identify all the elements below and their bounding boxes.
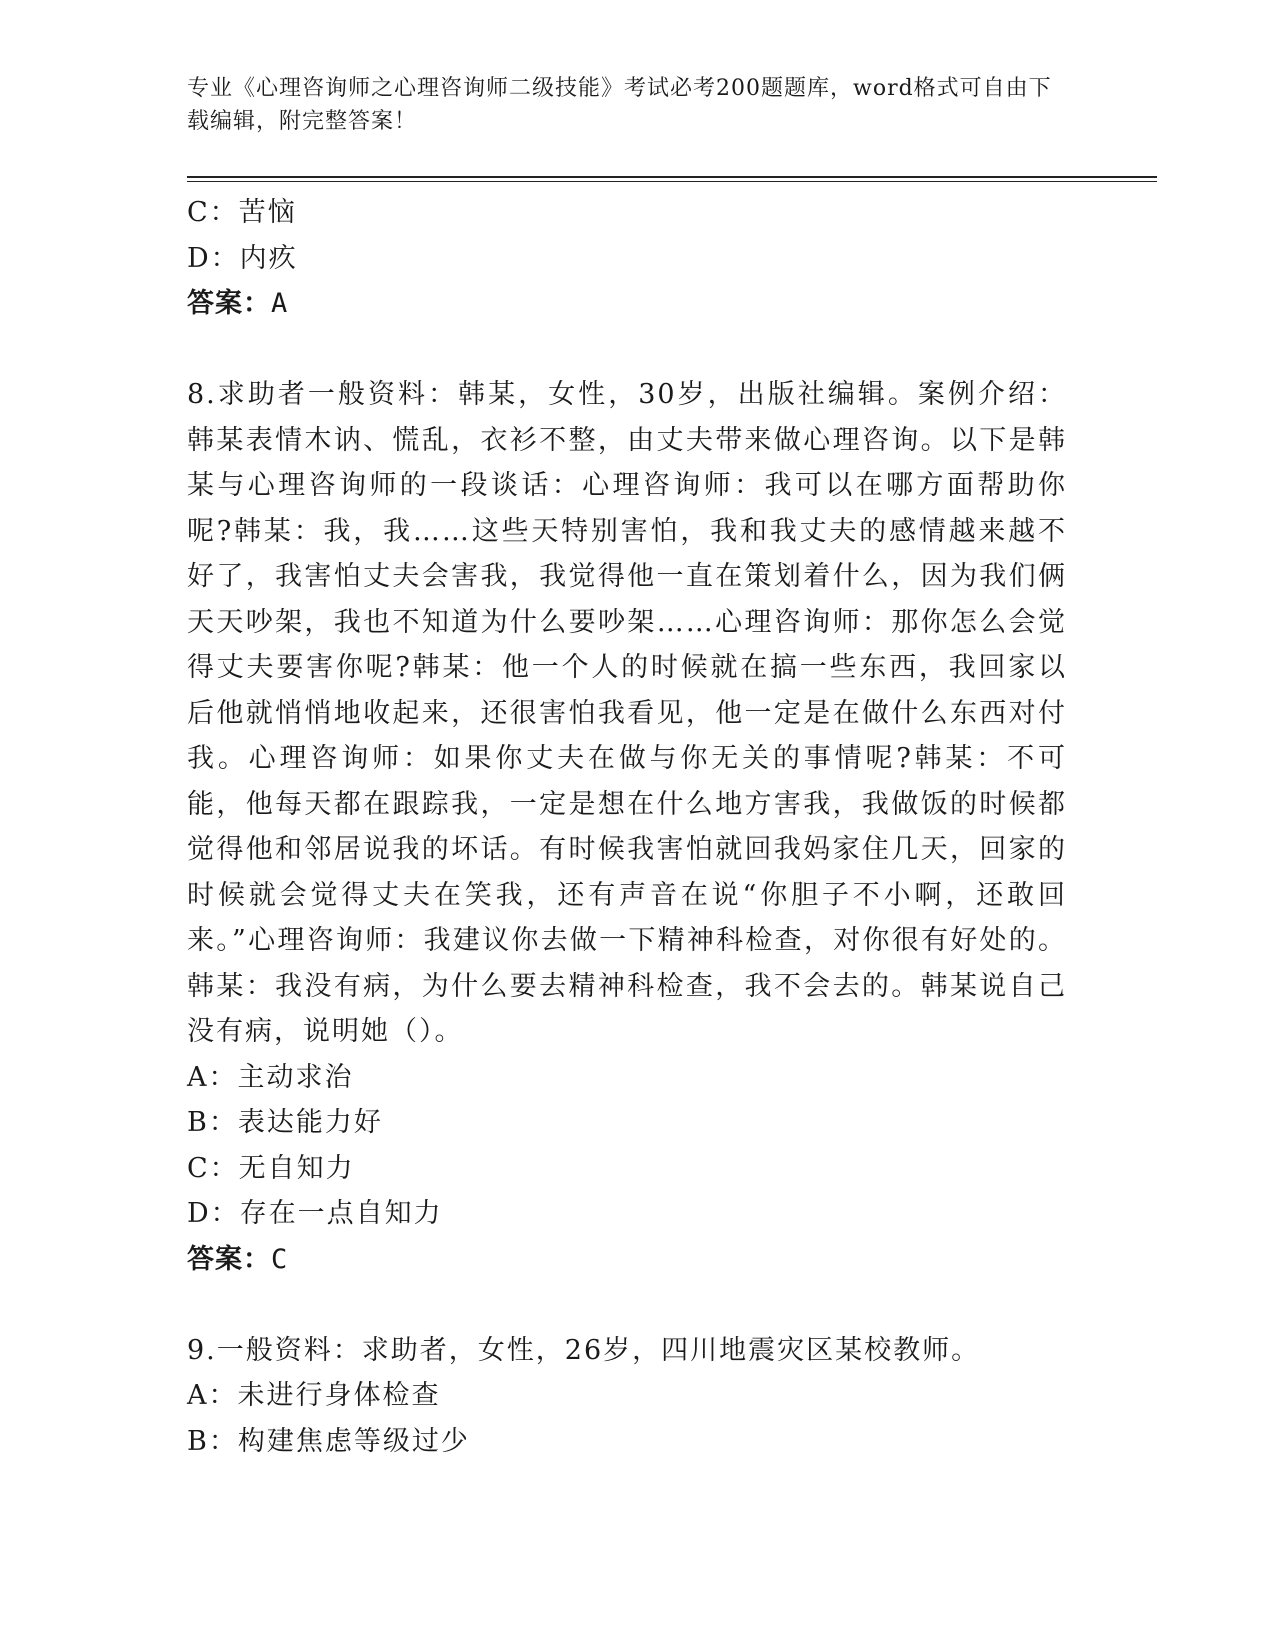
document-header [187, 72, 1067, 138]
question-8-stem: 8.求助者一般资料：韩某，女性，30岁，出版社编辑。案例介绍：韩某表情木讷、慌乱，衣衫不整，由丈夫带来做心理咨询。以下是韩某与心理咨询师的一段谈话：心理咨询师：我可以在哪方面帮助你呢?韩某：我，我……这些天特别害怕，我和我丈夫的感情越来越不好了，我害怕丈夫会害我，我觉得他一直在策划着什么，因为我们俩天天吵架，我也不知道为什么要吵架……心理咨询师：那你怎么会觉得丈夫要害你呢?韩某：他一个人的时候就在搞一些东西，我回家以后他就悄悄地收起来，还很害怕我看见，他一定是在做什么东西对付我。心理咨询师：如果你丈夫在做与你无关的事情呢?韩某：不可能，他每天都在跟踪我，一定是想在什么地方害我，我做饭的时候都觉得他和邻居说我的坏话。有时候我害怕就回我妈家住几天，回家的时候就会觉得丈夫在笑我，还有声音在说“你胆子不小啊，还敢回来。”心理咨询师：我建议你去做一下精神科检查，对你很有好处的。韩某：我没有病，为什么要去精神科检查，我不会去的。韩某说自己没有病，说明她（）。 [187, 379, 1067, 1047]
question-8-answer-value: C [271, 1243, 289, 1275]
question-9-stem: 9.一般资料：求助者，女性，26岁，四川地震灾区某校教师。 [187, 1334, 981, 1366]
prev-answer [187, 281, 1077, 327]
question-8-option-b: B：表达能力好 [187, 1107, 383, 1138]
spacer [187, 1282, 1077, 1328]
prev-answer-label: 答案： [187, 288, 271, 319]
question-9-option-b: B：构建焦虑等级过少 [187, 1425, 470, 1457]
header-divider-thick [187, 176, 1157, 178]
document-body [187, 190, 1077, 1464]
question-8-option-a: A：主动求治 [187, 1061, 354, 1093]
question-8-option-d: D：存在一点自知力 [187, 1198, 443, 1229]
spacer [187, 327, 1077, 373]
prev-option-c: C：苦恼 [187, 197, 297, 228]
prev-answer-value: A [271, 288, 289, 319]
prev-option-d: D：内疚 [187, 242, 298, 274]
question-8-answer [187, 1237, 1077, 1283]
header-title: 专业《心理咨询师之心理咨询师二级技能》考试必考200题题库，word格式可自由下载编辑，附完整答案！ [187, 76, 1052, 134]
question-8-option-c: C：无自知力 [187, 1152, 355, 1184]
header-divider-thin [187, 181, 1157, 182]
question-8-answer-label: 答案： [187, 1243, 271, 1275]
question-9-option-a: A：未进行身体检查 [187, 1380, 441, 1411]
